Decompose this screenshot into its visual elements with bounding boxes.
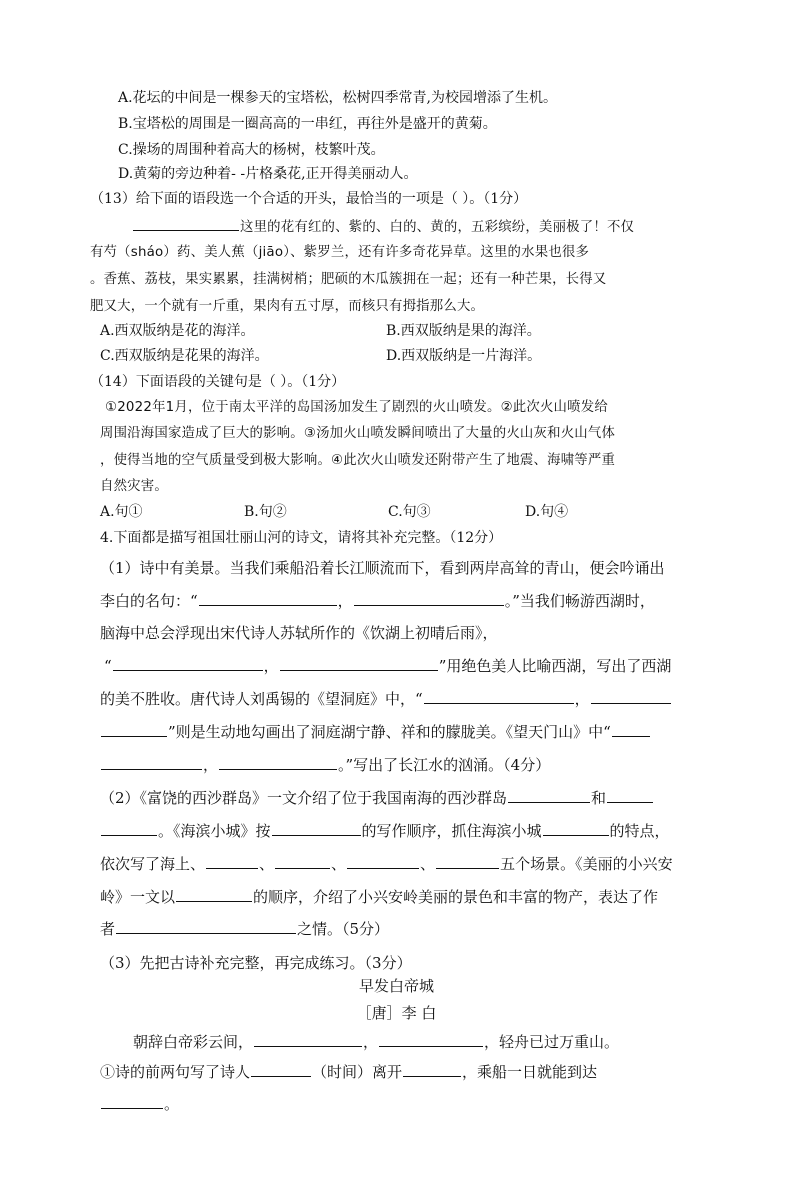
exercise-line-2	[100, 1093, 179, 1115]
q4-p2-text: 的特点，	[609, 822, 670, 840]
q13-passage-line-1	[132, 216, 634, 238]
answer-blank[interactable]	[403, 1062, 461, 1077]
q4-p1-text: 李白的名句：“	[100, 592, 198, 610]
answer-blank[interactable]	[591, 689, 671, 704]
q12-option-d: D.黄菊的旁边种着- -片格桑花,正开得美丽动人。	[118, 166, 418, 182]
q4-p1-text: ”用绝色美人比喻西湖，写出了西湖	[438, 657, 672, 675]
answer-blank[interactable]	[113, 656, 263, 671]
answer-blank[interactable]	[436, 854, 499, 869]
q14-option-d: D.句④	[525, 504, 569, 520]
exercise-line-1	[100, 1061, 597, 1083]
poem-title: 早发白帝城	[358, 977, 434, 995]
q4-p1-line-4	[104, 655, 671, 677]
q4-p2-text: 之情。（5分）	[297, 920, 390, 938]
answer-blank[interactable]	[101, 722, 167, 737]
answer-blank[interactable]	[251, 1062, 311, 1077]
q4-p1-text: 。”写出了长江水的汹涌。（4分）	[338, 756, 551, 774]
q4-p2-text: 的写作顺序，抓住海滨小城	[361, 822, 542, 840]
q13-passage-line-2: 有芍（sháo）药、美人蕉（jiāo）、紫罗兰，还有许多奇花异草。这里的水果也很多	[90, 245, 590, 260]
answer-blank[interactable]	[543, 821, 609, 836]
q4-p2-text: 五个场景。《美丽的小兴安	[500, 855, 673, 873]
q4-p1-text: 。”当我们畅游西湖时，	[504, 592, 655, 610]
answer-blank[interactable]	[612, 722, 650, 737]
q13-stem: （13）给下面的语段选一个合适的开头，最恰当的一项是（ ）。（1分）	[90, 191, 528, 207]
answer-blank[interactable]	[347, 854, 419, 869]
q4-p2-text: 和	[591, 789, 607, 807]
q4-p2-text: 的顺序，介绍了小兴安岭美丽的景色和丰富的物产，表达了作	[253, 888, 659, 906]
q13-passage-text-1: 这里的花有红的、紫的、白的、黄的，五彩缤纷，美丽极了！不仅	[240, 220, 635, 235]
q4-p1-text: ，	[337, 592, 353, 610]
answer-blank[interactable]	[199, 591, 337, 606]
q4-p1-text: ，	[203, 756, 219, 774]
q4-p2-line-1	[100, 787, 654, 809]
q12-option-b: B.宝塔松的周围是一圈高高的一串红，再往外是盛开的黄菊。	[118, 116, 497, 132]
answer-blank[interactable]	[101, 1094, 163, 1109]
q4-p1-text: ，	[574, 690, 590, 708]
answer-blank[interactable]	[206, 854, 258, 869]
q4-p2-text: 岭》一文以	[100, 888, 176, 906]
q12-option-a: A.花坛的中间是一棵参天的宝塔松，松树四季常青,为校园增添了生机。	[118, 90, 558, 106]
q13-option-c: C.西双版纳是花果的海洋。	[100, 348, 269, 364]
q4-p2-text: （2）《富饶的西沙群岛》一文介绍了位于我国南海的西沙群岛	[100, 789, 508, 807]
q14-option-a: A.句①	[100, 504, 143, 520]
q13-answer-blank[interactable]	[133, 216, 239, 231]
q4-p2-text: 、	[420, 855, 436, 873]
q4-title: 4.下面都是描写祖国壮丽山河的诗文，请将其补充完整。（12分）	[100, 530, 503, 546]
answer-blank[interactable]	[354, 591, 504, 606]
q14-passage-line-2: 周围沿海国家造成了巨大的影响。③汤加火山喷发瞬间喷出了大量的火山灰和火山气体	[100, 426, 616, 441]
q4-p2-text: 依次写了海上、	[100, 855, 206, 873]
exercise-text: ①诗的前两句写了诗人	[100, 1063, 251, 1081]
q13-option-a: A.西双版纳是花的海洋。	[100, 323, 255, 339]
poem-text: ，	[363, 1033, 379, 1051]
answer-blank[interactable]	[607, 788, 653, 803]
q4-p1-text: “	[104, 657, 112, 675]
answer-blank[interactable]	[280, 656, 438, 671]
q4-p1-line-3: 脑海中总会浮现出宋代诗人苏轼所作的《饮湖上初晴后雨》，	[100, 624, 498, 642]
q4-p2-line-3	[100, 853, 673, 875]
q14-option-b: B.句②	[244, 504, 287, 520]
q13-passage-line-3: 。香蕉、荔枝，果实累累，挂满树梢；肥硕的木瓜簇拥在一起；还有一种芒果，长得又	[90, 272, 607, 287]
exercise-text: （时间）离开	[312, 1063, 403, 1081]
q13-option-d: D.西双版纳是一片海洋。	[386, 348, 542, 364]
q14-passage-line-4: 自然灾害。	[100, 479, 168, 494]
q12-option-c: C.操场的周围种着高大的杨树，枝繁叶茂。	[118, 142, 385, 158]
answer-blank[interactable]	[116, 919, 296, 934]
answer-blank[interactable]	[254, 1032, 362, 1047]
q14-passage-line-1: ①2022年1月，位于南太平洋的岛国汤加发生了剧烈的火山喷发。②此次火山喷发给	[105, 400, 608, 415]
q4-p2-line-4	[100, 886, 658, 908]
q14-option-c: C.句③	[388, 504, 431, 520]
answer-blank[interactable]	[275, 854, 330, 869]
q4-p1-line-5	[100, 688, 672, 710]
exercise-text: 。	[164, 1095, 180, 1113]
answer-blank[interactable]	[219, 755, 337, 770]
q4-p1-text: ，	[263, 657, 279, 675]
poem-author: ［唐］李 白	[356, 1004, 437, 1022]
q14-passage-line-3: ，使得当地的空气质量受到极大影响。④此次火山喷发还附带产生了地震、海啸等严重	[100, 453, 616, 468]
q4-p2-text: 、	[331, 855, 347, 873]
answer-blank[interactable]	[508, 788, 590, 803]
exercise-text: ，乘船一日就能到达	[462, 1063, 598, 1081]
q4-p2-text: 、	[259, 855, 275, 873]
q4-p2-text: 者	[100, 920, 116, 938]
q4-p1-line-2	[100, 590, 655, 612]
q4-p1-line-7	[100, 754, 550, 776]
q4-p1-line-1: （1）诗中有美景。当我们乘船沿着长江顺流而下，看到两岸高耸的青山，便会吟诵出	[100, 559, 665, 577]
answer-blank[interactable]	[272, 821, 361, 836]
q4-p1-line-6	[100, 721, 651, 743]
answer-blank[interactable]	[101, 821, 157, 836]
q13-passage-line-4: 肥又大，一个就有一斤重，果肉有五寸厚，而核只有拇指那么大。	[90, 299, 485, 314]
q4-p1-text: ”则是生动地勾画出了洞庭湖宁静、祥和的朦胧美。《望天门山》中“	[168, 723, 611, 741]
q4-p2-line-2	[100, 820, 670, 842]
answer-blank[interactable]	[424, 689, 574, 704]
q13-option-b: B.西双版纳是果的海洋。	[386, 323, 541, 339]
answer-blank[interactable]	[176, 887, 252, 902]
answer-blank[interactable]	[101, 755, 202, 770]
answer-blank[interactable]	[379, 1032, 483, 1047]
q4-p1-text: 的美不胜收。唐代诗人刘禹锡的《望洞庭》中，“	[100, 690, 423, 708]
poem-line-1	[133, 1031, 619, 1053]
q4-p2-text: 。《海滨小城》按	[158, 822, 271, 840]
q4-p3-line-1: （3）先把古诗补充完整，再完成练习。（3分）	[100, 954, 412, 972]
q14-stem: （14）下面语段的关键句是（ ）。（1分）	[90, 374, 346, 390]
poem-text: 朝辞白帝彩云间，	[133, 1033, 254, 1051]
q4-p2-line-5	[100, 918, 389, 940]
poem-text: ，轻舟已过万重山。	[484, 1033, 620, 1051]
